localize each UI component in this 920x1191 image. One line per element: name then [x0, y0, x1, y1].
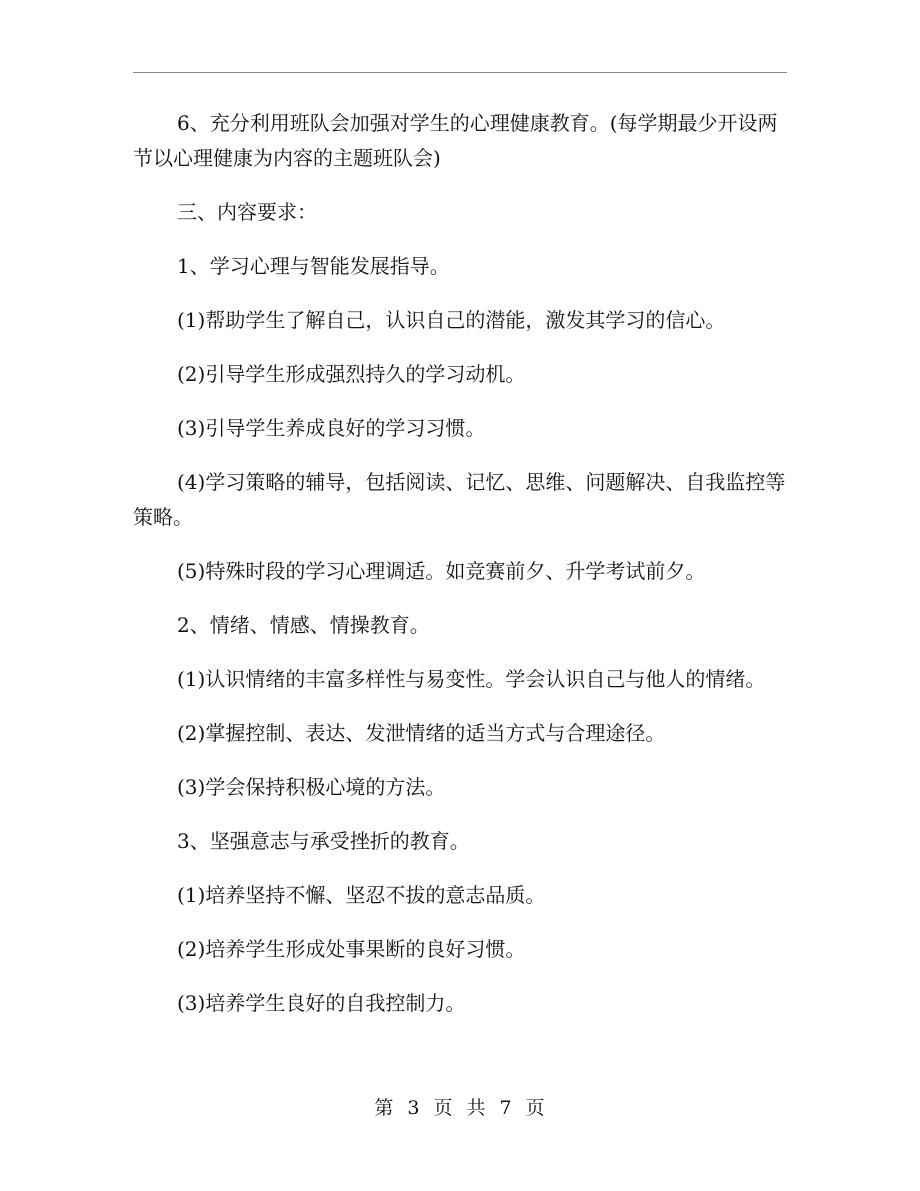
subitem-2-3: (3)学会保持积极心境的方法。 [177, 775, 446, 799]
subitem-1-5: (5)特殊时段的学习心理调适。如竞赛前夕、升学考试前夕。 [177, 559, 706, 583]
subitem-3-2: (2)培养学生形成处事果断的良好习惯。 [177, 937, 526, 961]
subitem-3-3: (3)培养学生良好的自我控制力。 [177, 991, 466, 1015]
subitem-2-1: (1)认识情绪的丰富多样性与易变性。学会认识自己与他人的情绪。 [177, 667, 766, 691]
subitem-1-2: (2)引导学生形成强烈持久的学习动机。 [177, 362, 526, 386]
document-body [133, 106, 787, 1040]
item-3-willpower-education: 3、坚强意志与承受挫折的教育。 [177, 829, 470, 853]
subitem-1-1: (1)帮助学生了解自己，认识自己的潜能，激发其学习的信心。 [177, 308, 726, 332]
item-1-learning-psychology: 1、学习心理与智能发展指导。 [177, 254, 450, 278]
section-heading-content-requirements: 三、内容要求： [177, 200, 317, 224]
subitem-2-2: (2)掌握控制、表达、发泄情绪的适当方式与合理途径。 [177, 721, 666, 745]
header-rule [133, 72, 787, 73]
subitem-1-4: (4)学习策略的辅导，包括阅读、记忆、思维、问题解决、自我监控等策略。 [133, 470, 786, 529]
page-footer: 第 3 页 共 7 页 [374, 1097, 546, 1119]
subitem-1-3: (3)引导学生养成良好的学习习惯。 [177, 416, 486, 440]
subitem-3-1: (1)培养坚持不懈、坚忍不拔的意志品质。 [177, 883, 546, 907]
paragraph-6-mental-health-class-meeting: 6、充分利用班队会加强对学生的心理健康教育。(每学期最少开设两节以心理健康为内容的主题班队会) [133, 111, 778, 170]
item-2-emotion-education: 2、情绪、情感、情操教育。 [177, 613, 430, 637]
